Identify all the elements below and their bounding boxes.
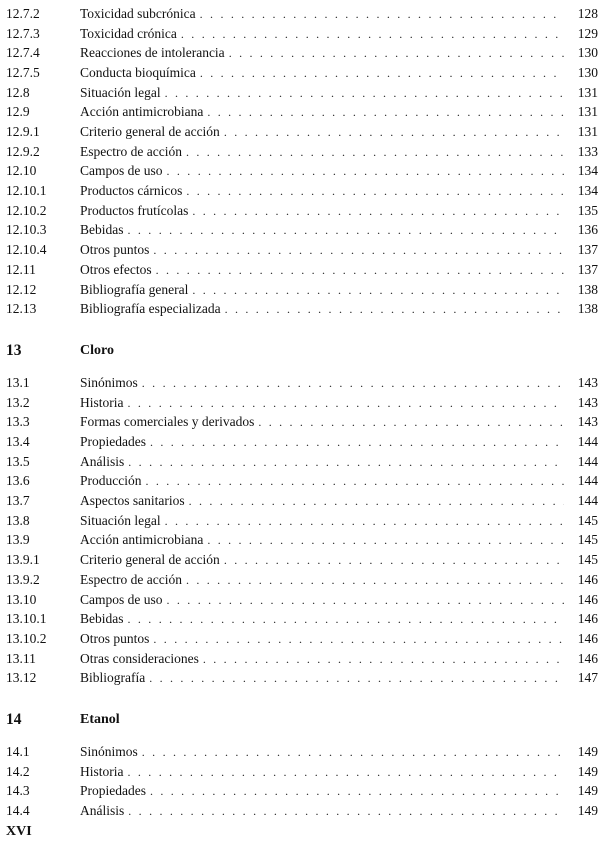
dot-leader: [156, 260, 564, 280]
dot-leader: [207, 530, 564, 550]
toc-entry: [0, 649, 600, 669]
entry-number: 12.10: [6, 163, 37, 178]
entry-title: Situación legal: [80, 85, 161, 100]
entry-number: 12.10.3: [6, 222, 47, 237]
dot-leader: [128, 452, 564, 472]
entry-title: Espectro de acción: [80, 572, 182, 587]
entry-page: 146: [577, 592, 598, 607]
toc-entry: [0, 530, 600, 550]
entry-page: 131: [577, 104, 598, 119]
entry-title: Propiedades: [80, 783, 146, 798]
entry-title: Toxicidad subcrónica: [80, 6, 196, 21]
dot-leader: [181, 24, 564, 44]
entry-number: 12.8: [6, 85, 30, 100]
entry-number: 12.10.2: [6, 203, 47, 218]
entry-number: 12.7.3: [6, 26, 40, 41]
entry-title: Análisis: [80, 803, 125, 818]
dot-leader: [128, 762, 565, 782]
toc-entry: [0, 280, 600, 300]
entry-page: 144: [577, 493, 598, 508]
toc-entry: [0, 83, 600, 103]
entry-title: Análisis: [80, 454, 125, 469]
entry-page: 149: [577, 764, 598, 779]
dot-leader: [128, 801, 564, 821]
dot-leader: [186, 181, 564, 201]
toc-entry: [0, 240, 600, 260]
dot-leader: [203, 649, 564, 669]
toc-entry: [0, 102, 600, 122]
toc-entry: [0, 570, 600, 590]
toc-entry: [0, 801, 600, 821]
chapter-heading: [0, 709, 600, 731]
toc-entry: [0, 260, 600, 280]
entry-page: 130: [577, 45, 598, 60]
entry-number: 14.3: [6, 783, 30, 798]
entry-title: Propiedades: [80, 434, 146, 449]
dot-leader: [224, 550, 564, 570]
entry-page: 146: [577, 651, 598, 666]
chapter-title: Etanol: [80, 712, 120, 727]
entry-number: 13.12: [6, 670, 37, 685]
chapter-heading: [0, 340, 600, 362]
entry-page: 149: [577, 803, 598, 818]
entry-number: 12.12: [6, 282, 37, 297]
dot-leader: [167, 590, 565, 610]
entry-page: 145: [577, 552, 598, 567]
dot-leader: [258, 412, 564, 432]
entry-title: Productos frutícolas: [80, 203, 189, 218]
dot-leader: [167, 161, 565, 181]
dot-leader: [149, 668, 564, 688]
entry-number: 13.10: [6, 592, 37, 607]
entry-number: 13.10.2: [6, 631, 47, 646]
entry-number: 12.10.4: [6, 242, 47, 257]
toc-entry: [0, 491, 600, 511]
entry-title: Bibliografía: [80, 670, 146, 685]
toc-entry: [0, 432, 600, 452]
toc-entry: [0, 412, 600, 432]
entry-title: Otros puntos: [80, 631, 150, 646]
entry-number: 12.9.2: [6, 144, 40, 159]
entry-title: Otras consideraciones: [80, 651, 199, 666]
toc-entry: [0, 373, 600, 393]
page-folio: XVI: [6, 824, 32, 839]
entry-number: 13.9.1: [6, 552, 40, 567]
toc-entry: [0, 63, 600, 83]
entry-number: 14.1: [6, 744, 30, 759]
entry-page: 138: [577, 301, 598, 316]
toc-entry: [0, 43, 600, 63]
chapter-title: Cloro: [80, 343, 114, 358]
entry-page: 145: [577, 532, 598, 547]
dot-leader: [150, 781, 564, 801]
entry-page: 146: [577, 572, 598, 587]
toc-entry: [0, 550, 600, 570]
entry-page: 146: [577, 631, 598, 646]
toc-entry: [0, 24, 600, 44]
entry-title: Sinónimos: [80, 744, 138, 759]
chapter-number: 14: [6, 711, 22, 728]
entry-page: 143: [577, 395, 598, 410]
entry-title: Bibliografía general: [80, 282, 189, 297]
entry-number: 12.7.2: [6, 6, 40, 21]
entry-number: 13.10.1: [6, 611, 47, 626]
toc-entry: [0, 181, 600, 201]
entry-page: 131: [577, 124, 598, 139]
entry-title: Bebidas: [80, 222, 124, 237]
entry-number: 13.8: [6, 513, 30, 528]
dot-leader: [229, 43, 564, 63]
dot-leader: [146, 471, 565, 491]
entry-title: Acción antimicrobiana: [80, 104, 204, 119]
dot-leader: [128, 609, 565, 629]
dot-leader: [142, 373, 564, 393]
dot-leader: [200, 4, 564, 24]
entry-number: 13.3: [6, 414, 30, 429]
entry-page: 134: [577, 163, 598, 178]
entry-page: 131: [577, 85, 598, 100]
entry-page: 137: [577, 262, 598, 277]
dot-leader: [165, 83, 564, 103]
entry-number: 13.4: [6, 434, 30, 449]
toc-entry: [0, 299, 600, 319]
entry-title: Situación legal: [80, 513, 161, 528]
toc-entry: [0, 122, 600, 142]
entry-title: Aspectos sanitarios: [80, 493, 185, 508]
toc-entry: [0, 220, 600, 240]
dot-leader: [142, 742, 564, 762]
entry-title: Campos de uso: [80, 163, 163, 178]
toc-entry: [0, 762, 600, 782]
toc-entry: [0, 590, 600, 610]
entry-page: 128: [577, 6, 598, 21]
entry-title: Criterio general de acción: [80, 552, 220, 567]
toc-entry: [0, 511, 600, 531]
dot-leader: [192, 201, 564, 221]
dot-leader: [150, 432, 564, 452]
entry-page: 138: [577, 282, 598, 297]
entry-page: 143: [577, 375, 598, 390]
entry-number: 12.13: [6, 301, 37, 316]
entry-page: 145: [577, 513, 598, 528]
entry-number: 13.7: [6, 493, 30, 508]
entry-title: Otros puntos: [80, 242, 150, 257]
entry-page: 135: [577, 203, 598, 218]
toc-entry: [0, 742, 600, 762]
entry-number: 12.11: [6, 262, 36, 277]
entry-number: 14.2: [6, 764, 30, 779]
entry-number: 12.7.4: [6, 45, 40, 60]
toc-entry: [0, 668, 600, 688]
entry-title: Acción antimicrobiana: [80, 532, 204, 547]
entry-title: Otros efectos: [80, 262, 152, 277]
entry-number: 12.10.1: [6, 183, 47, 198]
entry-page: 147: [577, 670, 598, 685]
entry-title: Reacciones de intolerancia: [80, 45, 225, 60]
entry-title: Productos cárnicos: [80, 183, 183, 198]
entry-number: 13.1: [6, 375, 30, 390]
toc-entry: [0, 393, 600, 413]
dot-leader: [153, 629, 564, 649]
entry-title: Historia: [80, 764, 124, 779]
entry-number: 13.9.2: [6, 572, 40, 587]
entry-page: 129: [577, 26, 598, 41]
entry-title: Conducta bioquímica: [80, 65, 196, 80]
entry-number: 13.2: [6, 395, 30, 410]
toc-entry: [0, 452, 600, 472]
dot-leader: [165, 511, 564, 531]
toc-entry: [0, 629, 600, 649]
entry-page: 136: [577, 222, 598, 237]
entry-page: 144: [577, 434, 598, 449]
entry-title: Campos de uso: [80, 592, 163, 607]
entry-title: Bibliografía especializada: [80, 301, 221, 316]
entry-page: 133: [577, 144, 598, 159]
entry-number: 13.5: [6, 454, 30, 469]
entry-number: 13.9: [6, 532, 30, 547]
toc-entry: [0, 471, 600, 491]
entry-number: 13.11: [6, 651, 36, 666]
entry-title: Toxicidad crónica: [80, 26, 177, 41]
dot-leader: [186, 142, 564, 162]
entry-title: Bebidas: [80, 611, 124, 626]
chapter-number: 13: [6, 342, 22, 359]
dot-leader: [186, 570, 564, 590]
entry-page: 143: [577, 414, 598, 429]
entry-page: 149: [577, 744, 598, 759]
dot-leader: [128, 220, 565, 240]
dot-leader: [225, 299, 564, 319]
dot-leader: [128, 393, 565, 413]
entry-title: Formas comerciales y derivados: [80, 414, 255, 429]
dot-leader: [200, 63, 564, 83]
entry-number: 13.6: [6, 473, 30, 488]
toc-entry: [0, 201, 600, 221]
entry-number: 12.7.5: [6, 65, 40, 80]
entry-page: 130: [577, 65, 598, 80]
entry-title: Criterio general de acción: [80, 124, 220, 139]
toc-entry: [0, 781, 600, 801]
entry-number: 14.4: [6, 803, 30, 818]
entry-title: Producción: [80, 473, 142, 488]
dot-leader: [224, 122, 564, 142]
dot-leader: [207, 102, 564, 122]
entry-title: Espectro de acción: [80, 144, 182, 159]
toc-entry: [0, 161, 600, 181]
entry-number: 12.9: [6, 104, 30, 119]
entry-page: 146: [577, 611, 598, 626]
dot-leader: [153, 240, 564, 260]
entry-number: 12.9.1: [6, 124, 40, 139]
entry-page: 144: [577, 473, 598, 488]
toc-entry: [0, 142, 600, 162]
dot-leader: [192, 280, 564, 300]
entry-title: Historia: [80, 395, 124, 410]
entry-page: 144: [577, 454, 598, 469]
entry-page: 134: [577, 183, 598, 198]
dot-leader: [189, 491, 564, 511]
entry-title: Sinónimos: [80, 375, 138, 390]
entry-page: 137: [577, 242, 598, 257]
toc-entry: [0, 609, 600, 629]
toc-entry: [0, 4, 600, 24]
entry-page: 149: [577, 783, 598, 798]
